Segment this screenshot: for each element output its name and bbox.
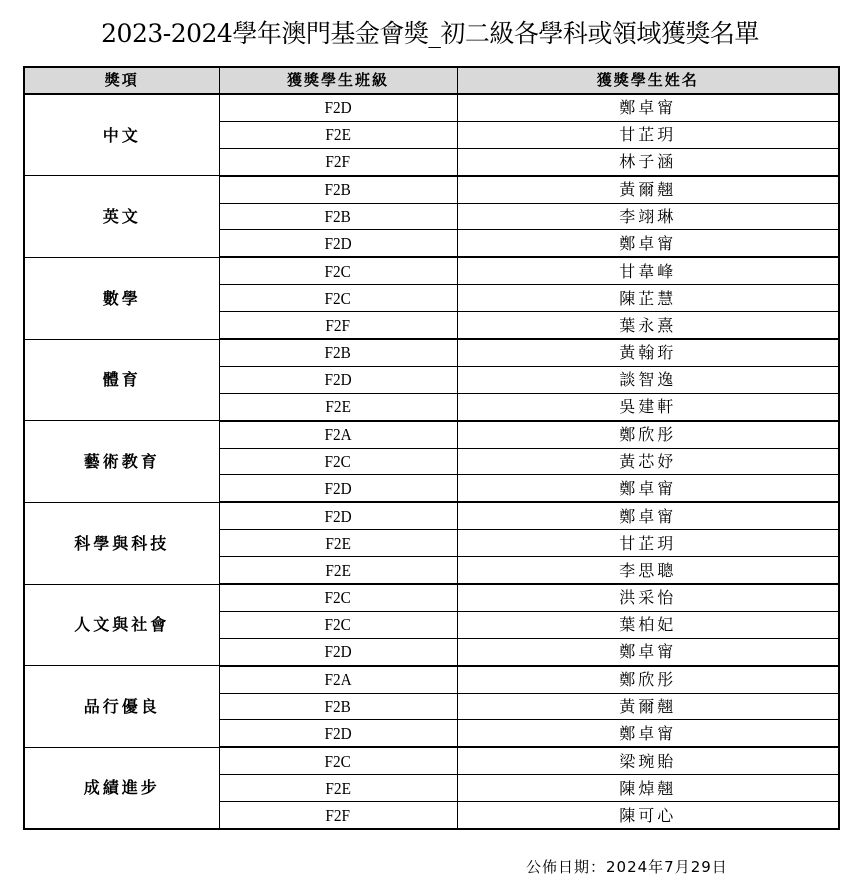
student-class: F2C <box>324 751 352 771</box>
student-class-cell <box>219 448 457 475</box>
student-name: 鄭卓甯 <box>457 94 839 121</box>
student-class-cell <box>219 584 457 611</box>
student-name: 吳建軒 <box>457 393 839 420</box>
student-name: 鄭欣彤 <box>457 666 839 693</box>
student-name: 鄭欣彤 <box>457 421 839 448</box>
student-class-cell <box>219 611 457 638</box>
table-row <box>24 176 839 203</box>
student-class-cell <box>219 257 457 284</box>
student-class-cell <box>219 666 457 693</box>
student-class: F2C <box>324 588 352 608</box>
student-name: 鄭卓甯 <box>457 720 839 747</box>
student-class: F2D <box>324 723 352 743</box>
student-class: F2C <box>324 261 352 281</box>
award-category: 品行優良 <box>24 666 219 748</box>
student-class-cell <box>219 230 457 257</box>
student-class-cell <box>219 366 457 393</box>
student-class: F2E <box>325 560 351 580</box>
student-name: 鄭卓甯 <box>457 638 839 665</box>
student-name: 林子涵 <box>457 148 839 175</box>
student-class-cell <box>219 802 457 829</box>
student-class-cell <box>219 693 457 720</box>
student-name: 黃爾翹 <box>457 176 839 203</box>
student-name: 黃爾翹 <box>457 693 839 720</box>
award-category: 英文 <box>24 176 219 258</box>
student-class-cell <box>219 775 457 802</box>
student-class: F2F <box>325 152 351 172</box>
student-class: F2C <box>324 452 352 472</box>
page-title: 2023-2024學年澳門基金會獎_初二級各學科或領域獲獎名單 <box>101 19 759 48</box>
student-class-cell <box>219 502 457 529</box>
student-class-cell <box>219 720 457 747</box>
student-name: 洪采怡 <box>457 584 839 611</box>
table-header-row <box>24 67 839 94</box>
header-class: 獲獎學生班級 <box>219 67 457 94</box>
table-row <box>24 94 839 121</box>
table-row <box>24 421 839 448</box>
student-class-cell <box>219 747 457 774</box>
student-class: F2D <box>324 233 352 253</box>
student-name: 梁琬貽 <box>457 747 839 774</box>
award-category: 藝術教育 <box>24 421 219 503</box>
award-category: 中文 <box>24 94 219 176</box>
student-class-cell <box>219 176 457 203</box>
student-name: 甘韋峰 <box>457 257 839 284</box>
table-row <box>24 747 839 774</box>
student-name: 葉柏妃 <box>457 611 839 638</box>
student-name: 甘芷玥 <box>457 530 839 557</box>
header-category: 獎項 <box>24 67 219 94</box>
table-row <box>24 502 839 529</box>
student-name: 鄭卓甯 <box>457 475 839 502</box>
student-class: F2D <box>324 642 352 662</box>
student-name: 鄭卓甯 <box>457 230 839 257</box>
student-class: F2A <box>324 670 352 690</box>
award-category: 數學 <box>24 257 219 339</box>
student-name: 陳焯翹 <box>457 775 839 802</box>
table-row <box>24 666 839 693</box>
student-class-cell <box>219 475 457 502</box>
student-name: 陳可心 <box>457 802 839 829</box>
student-class: F2E <box>325 397 351 417</box>
award-category: 人文與社會 <box>24 584 219 666</box>
student-class-cell <box>219 203 457 230</box>
student-name: 李思聰 <box>457 557 839 584</box>
awards-table <box>23 66 840 830</box>
student-class-cell <box>219 312 457 339</box>
award-category: 體育 <box>24 339 219 421</box>
award-category: 成績進步 <box>24 747 219 829</box>
student-name: 談智逸 <box>457 366 839 393</box>
student-class-cell <box>219 638 457 665</box>
awards-table-body <box>24 94 839 829</box>
student-class: F2D <box>324 370 352 390</box>
publish-date: 公佈日期：2024年7月29日 <box>526 858 728 876</box>
student-class: F2C <box>324 288 352 308</box>
student-class-cell <box>219 148 457 175</box>
student-class: F2E <box>325 125 351 145</box>
student-class: F2B <box>324 207 352 226</box>
student-class: F2D <box>324 506 352 526</box>
student-name: 陳芷慧 <box>457 285 839 312</box>
table-row <box>24 257 839 284</box>
student-class: F2A <box>324 425 352 445</box>
student-class-cell <box>219 557 457 584</box>
student-class: F2F <box>325 315 351 335</box>
student-class: F2D <box>324 478 352 498</box>
header-name: 獲獎學生姓名 <box>457 67 839 94</box>
student-class-cell <box>219 285 457 312</box>
student-name: 李翊琳 <box>457 203 839 230</box>
student-name: 鄭卓甯 <box>457 502 839 529</box>
student-class-cell <box>219 121 457 148</box>
student-class-cell <box>219 530 457 557</box>
student-class-cell <box>219 339 457 366</box>
student-class: F2E <box>325 533 351 553</box>
student-class-cell <box>219 94 457 121</box>
student-name: 葉永熹 <box>457 312 839 339</box>
student-class: F2F <box>325 805 351 825</box>
table-row <box>24 584 839 611</box>
student-name: 甘芷玥 <box>457 121 839 148</box>
student-name: 黃芯妤 <box>457 448 839 475</box>
student-class: F2E <box>325 778 351 798</box>
student-class: F2D <box>324 98 352 118</box>
student-name: 黃翰珩 <box>457 339 839 366</box>
student-class: F2B <box>324 180 352 200</box>
student-class-cell <box>219 393 457 420</box>
award-category: 科學與科技 <box>24 502 219 584</box>
student-class: F2B <box>324 697 352 717</box>
table-row <box>24 339 839 366</box>
student-class-cell <box>219 421 457 448</box>
student-class: F2B <box>324 343 352 363</box>
student-class: F2C <box>324 615 352 635</box>
